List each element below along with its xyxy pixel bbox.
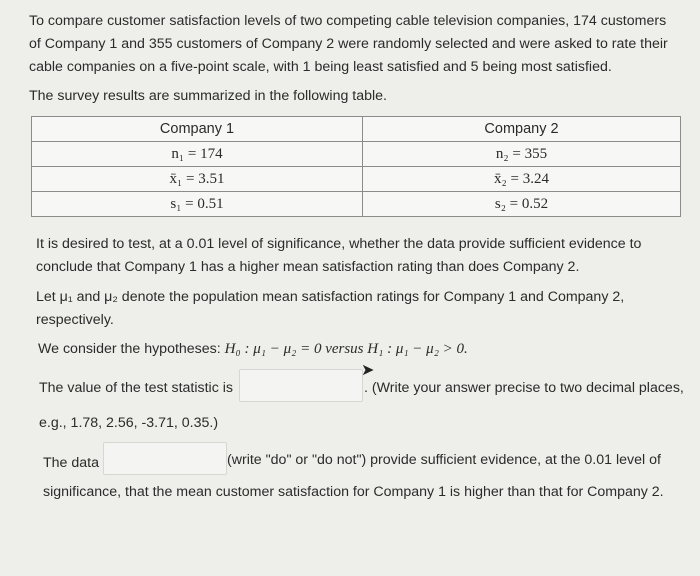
- cell-n2: n₂ = 355: [363, 142, 681, 167]
- cell-s2: s₂ = 0.52: [363, 192, 681, 217]
- table-header-row: [32, 117, 681, 142]
- hypotheses-prefix: We consider the hypotheses:: [38, 341, 221, 357]
- table-row: [32, 167, 681, 192]
- mouse-cursor-icon: ➤: [361, 362, 375, 379]
- let-line-1: Let μ₁ and μ₂ denote the population mean satisfaction ratings for Company 1 and Company 2,: [36, 289, 625, 305]
- header-company-2: Company 2: [363, 117, 681, 142]
- q1-example: e.g., 1.78, 2.56, -3.71, 0.35.): [39, 415, 219, 431]
- table-row: [32, 192, 681, 217]
- q2-suffix: (write "do" or "do not") provide sufficient evidence, at the 0.01 level of: [227, 452, 661, 468]
- hypotheses-line: [38, 338, 468, 361]
- do-or-do-not-input[interactable]: [103, 442, 227, 475]
- header-company-1: Company 1: [32, 117, 363, 142]
- table-row: [32, 142, 681, 167]
- cell-xbar2: x̄₂ = 3.24: [363, 167, 681, 192]
- q1-prefix: The value of the test statistic is: [39, 380, 233, 396]
- q1-suffix: . (Write your answer precise to two decimal places,: [364, 380, 684, 396]
- q2-line-2: significance, that the mean customer satisfaction for Company 1 is higher than that for Company 2.: [43, 484, 664, 500]
- intro-line-3: cable companies on a five-point scale, with 1 being least satisfied and 5 being most satisfied.: [29, 59, 612, 75]
- test-statistic-input[interactable]: [239, 369, 363, 402]
- intro-line-1: To compare customer satisfaction levels of two competing cable television companies, 174 customers: [29, 13, 667, 29]
- q2-prefix: The data: [43, 455, 100, 471]
- hypotheses-formula: H₀ : μ₁ − μ₂ = 0 versus H₁ : μ₁ − μ₂ > 0.: [224, 341, 468, 357]
- let-line-2: respectively.: [36, 312, 114, 328]
- cell-xbar1: x̄₁ = 3.51: [32, 167, 363, 192]
- survey-table: [31, 116, 681, 217]
- summary-text: The survey results are summarized in the following table.: [29, 88, 387, 104]
- cell-n1: n₁ = 174: [32, 142, 363, 167]
- desired-line-2: conclude that Company 1 has a higher mean satisfaction rating than does Company 2.: [36, 259, 580, 275]
- cell-s1: s₁ = 0.51: [32, 192, 363, 217]
- desired-line-1: It is desired to test, at a 0.01 level of significance, whether the data provide sufficient evidence to: [36, 236, 642, 252]
- intro-line-2: of Company 1 and 355 customers of Company 2 were randomly selected and were asked to rate their: [29, 36, 668, 52]
